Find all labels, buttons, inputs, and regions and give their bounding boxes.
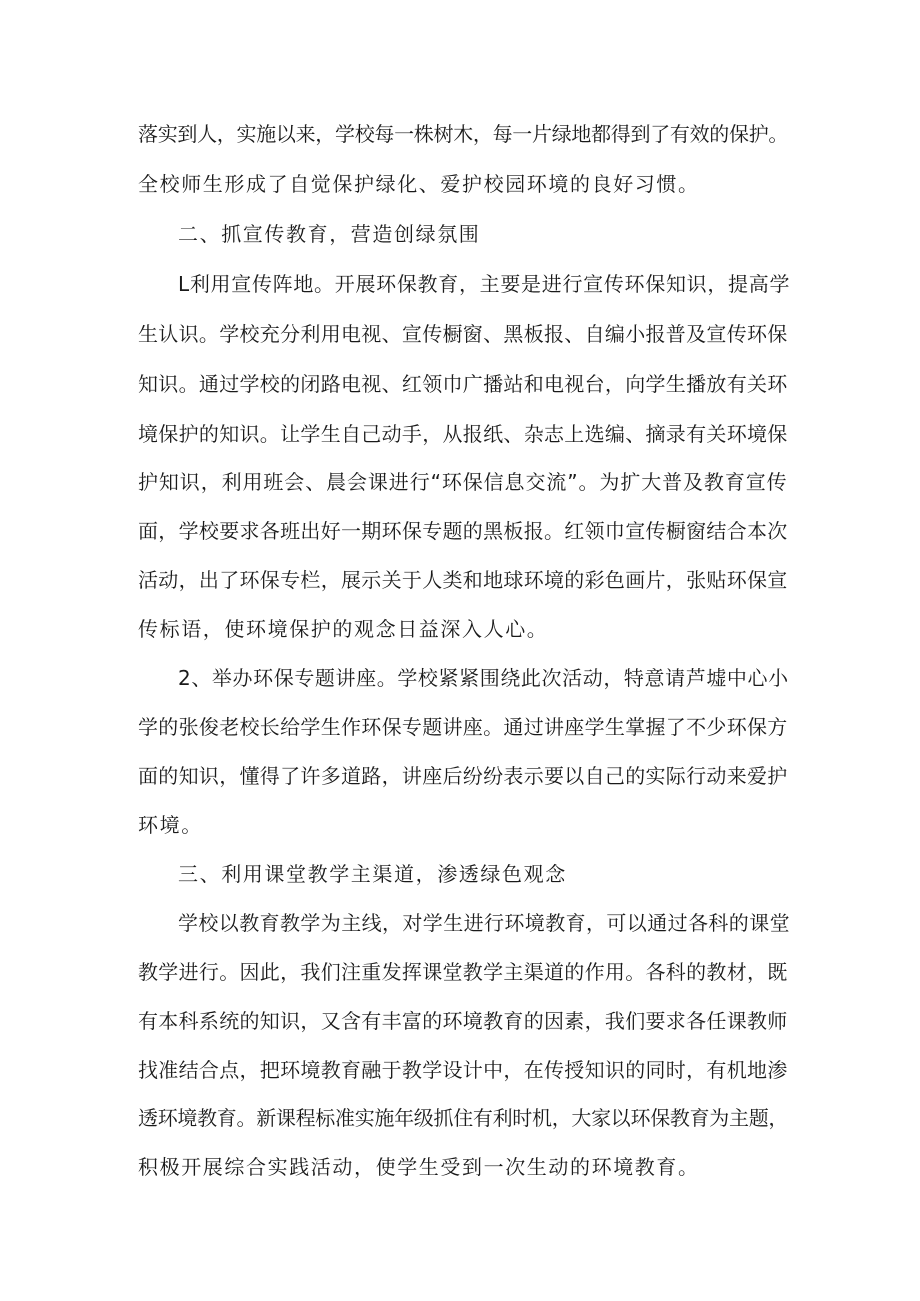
text-line: 护知识，利用班会、晨会课进行“环保信息交流”。为扩大普及教育宣传 — [138, 470, 788, 494]
text-line: 教学进行。因此，我们注重发挥课堂教学主渠道的作用。各科的教材，既 — [138, 960, 788, 984]
text-line: 环境。 — [138, 813, 203, 837]
text-line: 透环境教育。新课程标准实施年级抓住有利时机，大家以环保教育为主题， — [138, 1106, 789, 1130]
text-line: 学的张俊老校长给学生作环保专题讲座。通过讲座学生掌握了不少环保方 — [138, 715, 788, 739]
text-line: 找准结合点，把环境教育融于教学设计中，在传授知识的同时，有机地渗 — [138, 1058, 788, 1082]
text-line: 传标语，使环境保护的观念日益深入人心。 — [138, 617, 549, 641]
text-line: 面的知识，懂得了许多道路，讲座后纷纷表示要以自己的实际行动来爱护 — [138, 764, 788, 788]
text-line: 境保护的知识。让学生自己动手，从报纸、杂志上选编、摘录有关环境保 — [138, 422, 788, 446]
text-line: 2、举办环保专题讲座。学校紧紧围绕此次活动，特意请芦墟中心小 — [178, 666, 789, 690]
section-heading: 三、利用课堂教学主渠道，渗透绿色观念 — [178, 862, 567, 886]
text-line: 学校以教育教学为主线，对学生进行环境教育，可以通过各科的课堂 — [178, 911, 790, 935]
text-line: L利用宣传阵地。开展环保教育，主要是进行宣传环保知识，提高学 — [178, 272, 791, 296]
text-line: 生认识。学校充分利用电视、宣传橱窗、黑板报、自编小报普及宣传环保 — [138, 322, 788, 346]
section-heading: 二、抓宣传教育，营造创绿氛围 — [178, 222, 481, 246]
text-line: 落实到人，实施以来，学校每一株树木，每一片绿地都得到了有效的保护。 — [138, 122, 789, 146]
text-line: 活动，出了环保专栏，展示关于人类和地球环境的彩色画片，张贴环保宣 — [138, 568, 788, 592]
text-line: 有本科系统的知识，又含有丰富的环境教育的因素，我们要求各任课教师 — [138, 1009, 788, 1033]
text-line: 全校师生形成了自觉保护绿化、爱护校园环境的良好习惯。 — [138, 172, 700, 196]
text-line: 积极开展综合实践活动，使学生受到一次生动的环境教育。 — [138, 1155, 700, 1179]
text-line: 知识。通过学校的闭路电视、红领巾广播站和电视台，向学生播放有关环 — [138, 372, 788, 396]
text-line: 面，学校要求各班出好一期环保专题的黑板报。红领巾宣传橱窗结合本次 — [138, 519, 788, 543]
